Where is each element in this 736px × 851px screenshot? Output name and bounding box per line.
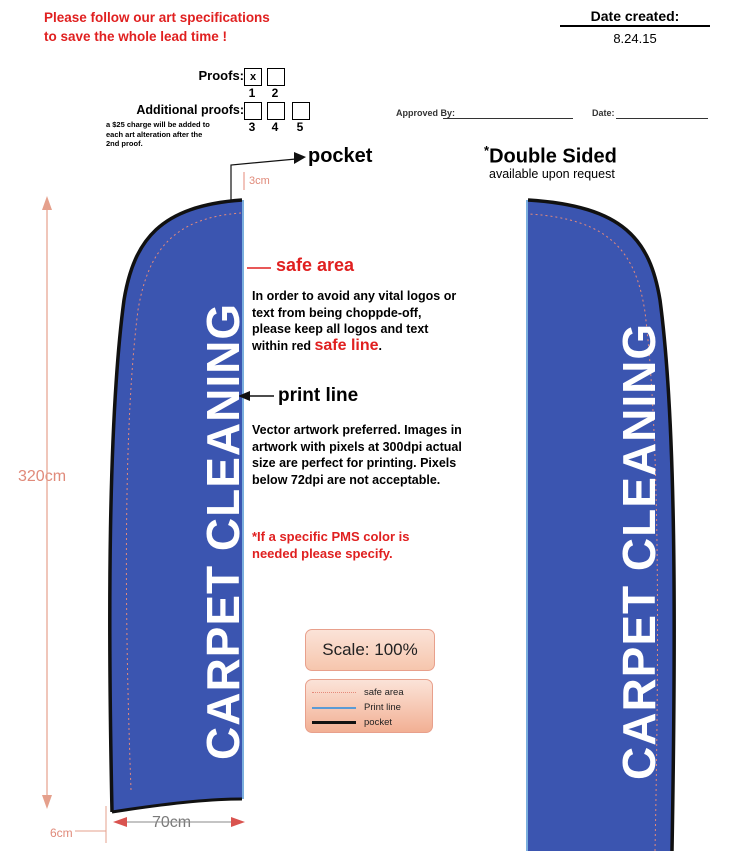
- scale-badge: Scale: 100%: [305, 629, 435, 671]
- height-dimension-label: 320cm: [18, 468, 67, 485]
- safe-area-paragraph-part2: .: [378, 338, 383, 353]
- safe-area-paragraph-part1: In order to avoid any vital logos or text from being choppde-off, please keep all logos and text within red: [252, 289, 457, 353]
- base-dimension-label: 6cm: [50, 826, 73, 840]
- print-line-title: print line: [278, 385, 359, 406]
- date-created-label: Date created:: [560, 8, 710, 27]
- date-created-value: 8.24.15: [613, 31, 657, 46]
- pms-note: *If a specific PMS color is needed please specify.: [252, 529, 410, 561]
- pocket-leader-arrow: [294, 152, 306, 164]
- signoff-date-label: Date:: [592, 108, 615, 118]
- legend-label-safe-area: safe area: [364, 687, 404, 698]
- double-sided-text: Double Sided: [489, 145, 617, 168]
- legend-label-pocket: pocket: [364, 717, 392, 728]
- additional-proofs-note: a $25 charge will be added to each art alteration after the 2nd proof.: [106, 120, 210, 148]
- width-dimension-label: 70cm: [152, 814, 192, 831]
- additional-proofs-option-label-3: 3: [248, 120, 256, 134]
- pocket-leader-line: [231, 159, 296, 200]
- print-line-paragraph: Vector artwork preferred. Images in artwork with pixels at 300dpi actual size are perfect for printing. Pixels below 72dpi are not acceptable.: [252, 423, 462, 487]
- double-sided-subtitle: available upon request: [489, 167, 615, 181]
- additional-proofs-label: Additional proofs:: [136, 103, 244, 117]
- double-sided-star: *: [484, 143, 490, 158]
- additional-proofs-option-label-4: 4: [271, 120, 279, 134]
- height-dimension-arrow-top: [42, 196, 52, 210]
- proofs-label: Proofs:: [198, 68, 244, 83]
- approved-by-label: Approved By:: [396, 108, 456, 118]
- height-dimension-arrow-bottom: [42, 795, 52, 809]
- safe-area-title: safe area: [276, 255, 355, 275]
- art-spec-note-line1: Please follow our art specifications: [44, 10, 270, 25]
- safe-line-emphasis: safe line: [314, 336, 379, 354]
- additional-proofs-option-label-5: 5: [296, 120, 304, 134]
- legend-label-print-line: Print line: [364, 702, 401, 713]
- pocket-callout-title: pocket: [308, 145, 373, 167]
- art-spec-note-line2: to save the whole lead time !: [44, 29, 228, 44]
- width-dimension-arrow-left: [113, 817, 127, 827]
- front-flag-text: CARPET CLEANING: [197, 302, 249, 760]
- proofs-option-label-1: 1: [248, 86, 256, 100]
- width-dimension-arrow-right: [231, 817, 245, 827]
- pocket-size-label: 3cm: [249, 175, 270, 187]
- proofs-checkbox-1-mark: x: [244, 68, 262, 86]
- proofs-option-label-2: 2: [271, 86, 279, 100]
- back-flag-text: CARPET CLEANING: [613, 322, 665, 780]
